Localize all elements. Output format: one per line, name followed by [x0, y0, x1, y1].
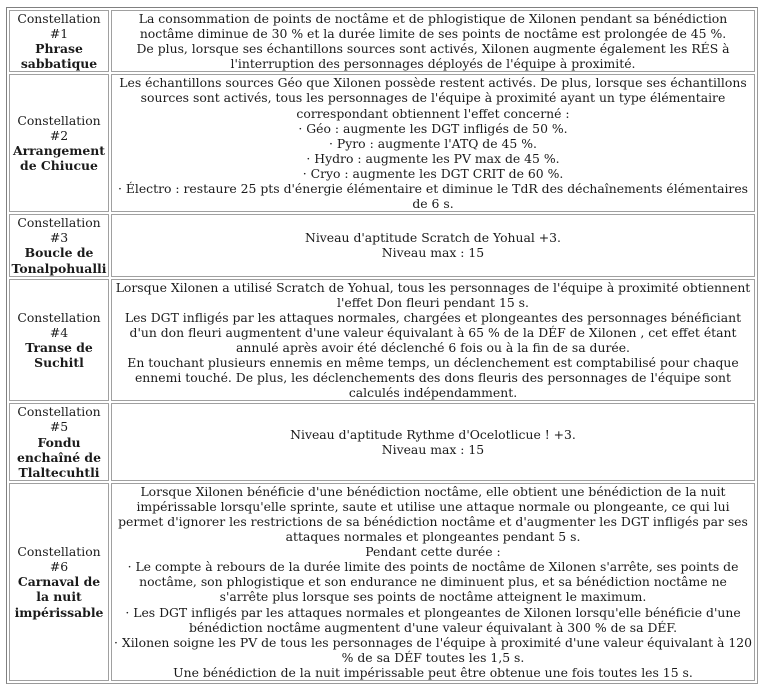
constellation-name-cell: [9, 74, 109, 212]
constellation-name-cell: [9, 403, 109, 480]
description-line: Pendant cette durée :: [365, 544, 501, 560]
constellation-title: Arrangement de Chiucue: [13, 143, 105, 174]
description-line: Niveau d'aptitude Rythme d'Ocelotlicue ! +3.: [290, 426, 576, 442]
description-line: En touchant plusieurs ennemis en même temps, un déclenchement est comptabilisé pour chaque ennemi touché. De plus, les déclenchements des dons fleuris des personnages de l'équipe sont calculés indépendamment.: [127, 355, 739, 401]
description-line: De plus, lorsque ses échantillons sources sont activés, Xilonen augmente également les RÉS à l'interruption des personnages déployés de l'équipe à proximité.: [136, 41, 730, 72]
description-line: Les DGT infligés par les attaques normales, chargées et plongeantes des personnages bénéficiant d'un don fleuri augmentent d'une valeur équivalant à 65 % de la DÉF de Xilonen , cet effet étant annulé après avoir été déclenché 6 fois ou à la fin de sa durée.: [124, 309, 742, 355]
table-row: [9, 279, 755, 402]
constellation-title: Fondu enchaîné de Tlaltecuhtli: [17, 434, 101, 480]
table-row: [9, 74, 755, 212]
constellation-label: Constellation: [17, 215, 101, 231]
description-line: · Xilonen soigne les PV de tous les personnages de l'équipe à proximité d'une valeur équivalant à 120 % de sa DÉF toutes les 1,5 s.: [114, 634, 752, 665]
description-line: Les échantillons sources Géo que Xilonen possède restent activés. De plus, lorsque ses échantillons sources sont activés, tous les personnages de l'équipe à proximité ayant un type élémentaire correspondant obtiennent l'effet concerné :: [119, 75, 747, 121]
constellation-number: #4: [49, 324, 69, 340]
constellation-label: Constellation: [17, 309, 101, 325]
description-line: Lorsque Xilonen a utilisé Scratch de Yohual, tous les personnages de l'équipe à proximité obtiennent l'effet Don fleuri pendant 15 s.: [115, 279, 751, 310]
constellation-description-cell: [111, 214, 755, 276]
constellation-name-cell: [9, 279, 109, 402]
constellations-table: [6, 7, 758, 684]
table-row: [9, 214, 755, 276]
description-line: La consommation de points de noctâme et de phlogistique de Xilonen pendant sa bénédiction noctâme diminue de 30 % et la durée limite de ses points de noctâme est prolongée de 45 %.: [138, 11, 728, 42]
constellation-description-cell: [111, 279, 755, 402]
constellation-name-cell: [9, 10, 109, 72]
constellation-description-cell: [111, 10, 755, 72]
constellation-label: Constellation: [17, 544, 101, 560]
description-line: Niveau d'aptitude Scratch de Yohual +3.: [305, 230, 561, 246]
description-line: Niveau max : 15: [381, 442, 485, 458]
constellation-description-cell: [111, 483, 755, 681]
constellation-number: #5: [49, 419, 69, 435]
table-row: [9, 403, 755, 480]
constellation-description-cell: [111, 403, 755, 480]
description-line: · Électro : restaure 25 pts d'énergie élémentaire et diminue le TdR des déchaînements élémentaires de 6 s.: [117, 181, 749, 212]
description-line: Une bénédiction de la nuit impérissable peut être obtenue une fois toutes les 15 s.: [173, 664, 693, 680]
constellation-label: Constellation: [17, 113, 101, 129]
constellation-label: Constellation: [17, 404, 101, 420]
constellation-title: Boucle de Tonalpohualli: [11, 245, 107, 276]
description-line: · Cryo : augmente les DGT CRIT de 60 %.: [302, 165, 564, 181]
table-row: [9, 10, 755, 72]
constellations-table-wrapper: [6, 7, 758, 684]
constellation-description-cell: [111, 74, 755, 212]
constellation-number: #2: [49, 128, 69, 144]
constellation-number: #6: [49, 559, 69, 575]
constellation-title: Carnaval de la nuit impérissable: [14, 574, 104, 620]
constellation-name-cell: [9, 214, 109, 276]
constellation-title: Phrase sabbatique: [20, 41, 98, 72]
description-line: · Hydro : augmente les PV max de 45 %.: [306, 150, 560, 166]
constellation-number: #1: [49, 26, 69, 42]
constellation-name-cell: [9, 483, 109, 681]
description-line: Lorsque Xilonen bénéficie d'une bénédiction noctâme, elle obtient une bénédiction de la nuit impérissable lorsqu'elle sprinte, saute et utilise une attaque normale ou plongeante, ce qui lui permet d'ignorer les restrictions de sa bénédiction noctâme et d'augmenter les DGT infligés par ses attaques normales et plongeantes pendant 5 s.: [118, 483, 748, 545]
description-line: · Le compte à rebours de la durée limite des points de noctâme de Xilonen s'arrête, ses points de noctâme, son phlogistique et son endurance ne diminuent plus, et sa bénédiction noctâme ne s'arrête plus lorsque ses points de noctâme atteignent le maximum.: [127, 559, 739, 605]
description-line: · Géo : augmente les DGT infligés de 50 %.: [298, 120, 568, 136]
constellation-label: Constellation: [17, 11, 101, 26]
constellation-title: Transe de Suchitl: [25, 339, 93, 371]
description-line: · Les DGT infligés par les attaques normales et plongeantes de Xilonen lorsqu'elle bénéficie d'une bénédiction noctâme augmentent d'une valeur équivalant à 300 % de sa DÉF.: [125, 604, 741, 635]
constellation-number: #3: [49, 230, 69, 246]
description-line: · Pyro : augmente l'ATQ de 45 %.: [329, 135, 537, 151]
table-row: [9, 483, 755, 681]
description-line: Niveau max : 15: [381, 245, 485, 261]
